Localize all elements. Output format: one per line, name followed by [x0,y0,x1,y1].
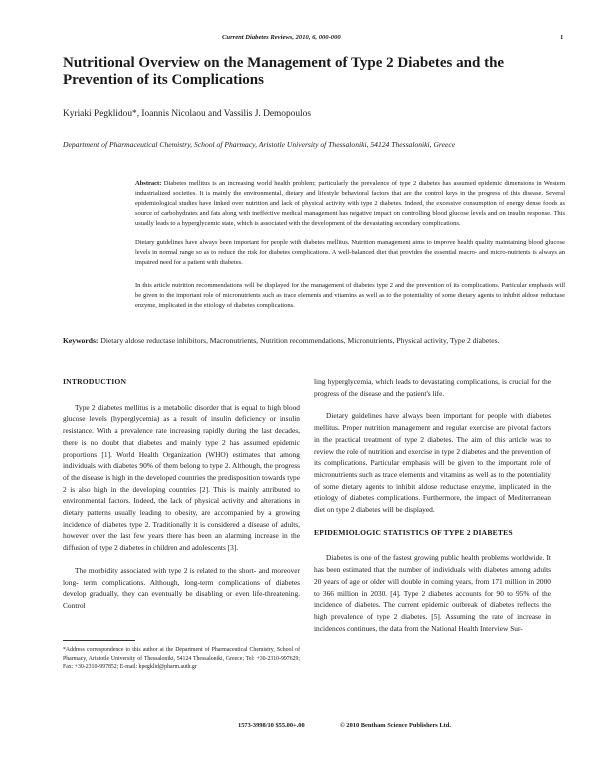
article-title: Nutritional Overview on the Management of Type 2 Diabetes and the Prevention of its Complications [63,55,505,88]
keywords-label: Keywords: [63,336,99,345]
keywords [63,335,563,346]
right-column [314,376,551,645]
section-heading-epidemiology: EPIDEMIOLOGIC STATISTICS OF TYPE 2 DIABETES [314,527,513,537]
abstract-paragraph: In this article nutrition recommendations will be displayed for the management of diabetes type 2 and the prevention of its complications. Particular emphasis will be given to the important role of micronutrients such as trace elements and vitamins as well as to the potentiality of some dietary agents to inhibit aldose reductase enzyme, implicated in the etiology of diabetes complications. [135,282,565,310]
abstract-paragraph: Dietary guidelines have always been important for people with diabetes mellitus. Nutrition management aims to improve health quality maintaining blood glucose levels in normal range so as to reduce the risk for diabetes complications. A well-balanced diet that provides the essential macro- and micro-nutrients is always an impaired need for a patient with diabetes. [135,239,565,267]
running-head: Current Diabetes Reviews, 2010, 6, 000-000 [222,34,341,41]
left-column [63,376,300,623]
body-paragraph: The morbidity associated with type 2 is related to the short- and moreover long- term complications. Although, long-term complications of diabetes develop gradually, they can eventually be disabling or even life-threatening. Control [63,565,300,610]
abstract-label: Abstract: [135,180,162,187]
copyright-line: © 2010 Bentham Science Publishers Ltd. [340,722,451,729]
body-paragraph: Diabetes is one of the fastest growing public health problems worldwide. It has been estimated that the number of individuals with diabetes among adults 20 years of age or older will double in coming years, from 171 million in 2000 to 366 million in 2030. [4]. Type 2 diabetes accounts for 90 to 95% of the incidence of diabetes. The current epidemic outbreak of diabetes reflects the high prevalence of type 2 diabetes. [5]. Assuming the rate of increase in incidences continues, the data from the National Health Interview Sur- [314,553,551,633]
body-paragraph: Dietary guidelines have always been important for people with diabetes mellitus. Proper nutrition management and regular exercise are pivotal factors in the practical treatment of type 2 diabetes. The aim of this article was to review the role of nutrition and exercise in type 2 diabetes and the prevention of its complications. Particular emphasis will be given to the important role of micronutrients such as trace elements and vitamins as well as to the potentiality of some dietary agents to inhibit aldose reductase enzyme, implicated in the etiology of diabetes complications. Furthermore, the impact of Mediterranean diet on type 2 diabetes will be displayed. [314,411,551,515]
page-number: 1 [560,34,564,41]
footnote-divider [63,640,135,641]
author-list: Kyriaki Pegklidou*, Ioannis Nicolaou and Vassilis J. Demopoulos [63,109,311,119]
affiliation: Department of Pharmaceutical Chemistry, School of Pharmacy, Aristotle University of Thessaloniki, 54124 Thessaloniki, Greece [63,140,456,149]
issn-line: 1573-3998/10 $55.00+.00 [238,722,305,729]
body-paragraph: ling hyperglycemia, which leads to devastating complications, is crucial for the progress of the disease and the patient's life. [314,377,551,398]
correspondence-footnote: *Address correspondence to this author at the Department of Pharmaceutical Chemistry, School of Pharmacy, Aristotle University of Thessaloniki, 54124 Thessaloniki, Greece; Tel: +30-2310-997629; Fax: +30-2310-997852; E-mail: kpegklid@pharm.auth.gr [63,647,300,670]
body-paragraph: Type 2 diabetes mellitus is a metabolic disorder that is equal to high blood glucose levels (hyperglycemia) as a result of insulin deficiency or insulin resistance. With a prevalence rate increasing rapidly during the last decades, there is no doubt that diabetes and mainly type 2 has assumed epidemic proportions [1]. World Health Organization (WHO) estimates that among individuals with diabetes 90% of them belong to type 2. Although, the progress of the disease is high in the developed countries the predisposition towards type 2 is also high in the developing countries [2]. This is mainly attributed to environmental factors. Indeed, the lack of physical activity and alterations in dietary patterns usually leading to obesity, are accompanied by a growing incidence of diabetes type 2. Traditionally it is considered a disease of adults, however over the last few years there has been an alarming increase in the diffusion of type 2 diabetes in children and adolescents [3]. [63,402,300,553]
keywords-text: Dietary aldose reductase inhibitors, Macronutrients, Nutrition recommendations, Micronutrients, Physical activity, Type 2 diabetes. [100,336,500,345]
section-heading-introduction: INTRODUCTION [63,377,127,386]
abstract-text: Diabetes mellitus is an increasing world health problem; particularly the prevalence of type 2 diabetes has assumed epidemic dimensions in Western industrialized societies. It is mainly the environmental, dietary and lifestyle behavioral factors that are the control keys in the progress of this disease. Several epidemiological studies have linked over nutrition and lack of physical activity with type 2 diabetes. Indeed, the excessive consumption of energy dense foods as source of carbohydrates and fats along with ineffective medical management has negative impact on controlling blood glucose levels and on insulin response. This usually leads to a hyperglycemic state, which is associated with the development of the devastating secondary complications. [135,180,565,228]
abstract-paragraph [135,179,565,229]
